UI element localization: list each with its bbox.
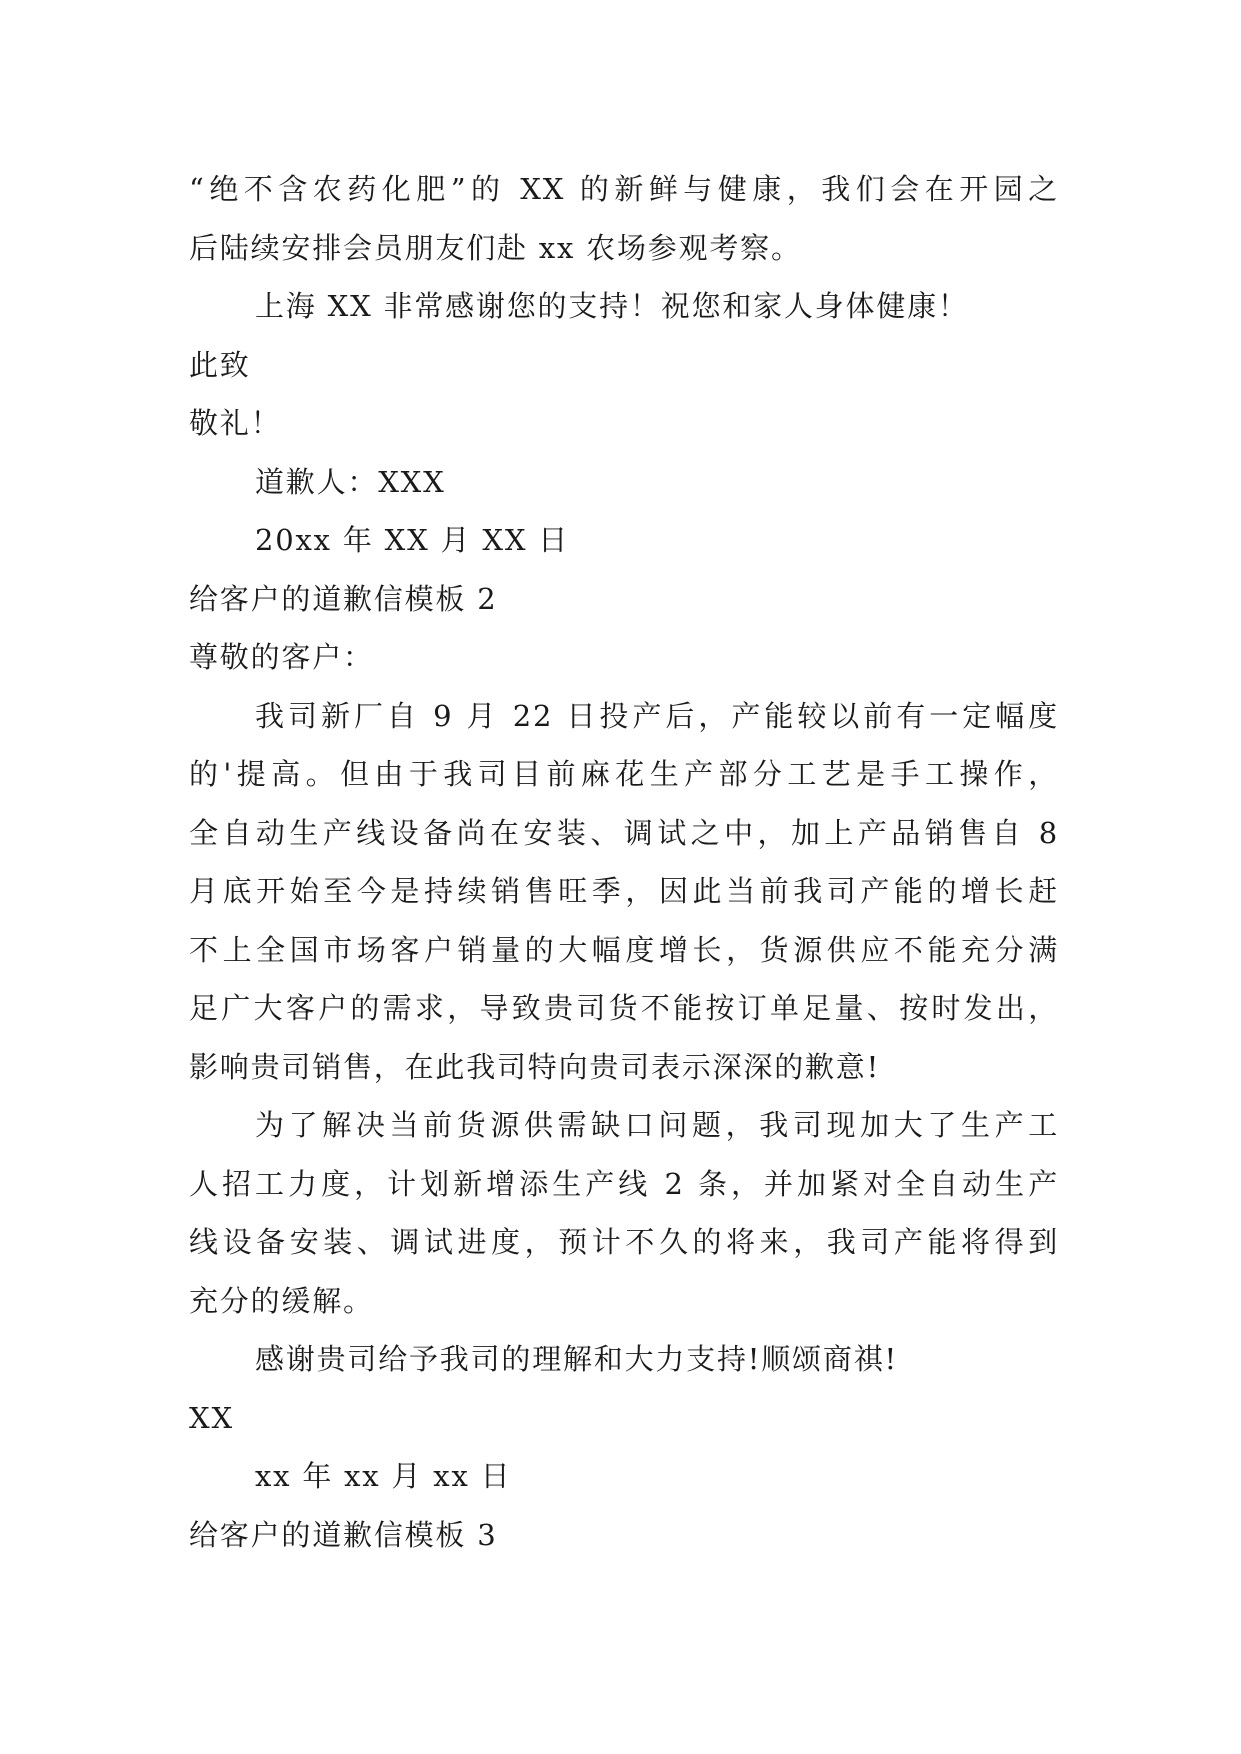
paragraph-line: 人招工力度，计划新增添生产线 2 条，并加紧对全自动生产 bbox=[189, 1166, 1059, 1201]
thanks-line: 感谢贵司给予我司的理解和大力支持!顺颂商祺! bbox=[255, 1342, 898, 1376]
paragraph-line: 影响贵司销售，在此我司特向贵司表示深深的歉意! bbox=[189, 1049, 881, 1084]
thanks-line: 上海 XX 非常感谢您的支持！祝您和家人身体健康！ bbox=[255, 289, 969, 323]
section-title: 给客户的道歉信模板 2 bbox=[189, 581, 498, 616]
closing-line: 敬礼！ bbox=[189, 406, 282, 440]
section-title: 给客户的道歉信模板 3 bbox=[189, 1517, 498, 1552]
date-line: xx 年 xx 月 xx 日 bbox=[255, 1459, 512, 1493]
paragraph-line: 全自动生产线设备尚在安装、调试之中，加上产品销售自 8 bbox=[189, 815, 1059, 850]
document-page bbox=[189, 160, 1059, 1564]
date-line: 20xx 年 XX 月 XX 日 bbox=[255, 523, 570, 557]
paragraph-line: 为了解决当前货源供需缺口问题，我司现加大了生产工 bbox=[255, 1108, 1059, 1142]
paragraph-line: 充分的缓解。 bbox=[189, 1283, 374, 1318]
paragraph-line: 线设备安装、调试进度，预计不久的将来，我司产能将得到 bbox=[189, 1225, 1059, 1259]
paragraph-line: 月底开始至今是持续销售旺季，因此当前我司产能的增长赶 bbox=[189, 874, 1059, 908]
body-line: 后陆续安排会员朋友们赴 xx 农场参观考察。 bbox=[189, 230, 802, 265]
body-line: “绝不含农药化肥”的 XX 的新鲜与健康，我们会在开园之 bbox=[189, 172, 1059, 206]
closing-line: 此致 bbox=[189, 347, 251, 382]
signer-line: 道歉人：XXX bbox=[255, 464, 446, 499]
paragraph-line: 不上全国市场客户销量的大幅度增长，货源供应不能充分满 bbox=[189, 932, 1059, 967]
signer-line: XX bbox=[189, 1400, 234, 1435]
paragraph-line: 的'提高。但由于我司目前麻花生产部分工艺是手工操作， bbox=[189, 757, 1059, 791]
paragraph-line: 足广大客户的需求，导致贵司货不能按订单足量、按时发出， bbox=[189, 991, 1059, 1025]
salutation: 尊敬的客户： bbox=[189, 640, 374, 674]
paragraph-line: 我司新厂自 9 月 22 日投产后，产能较以前有一定幅度 bbox=[255, 698, 1059, 733]
